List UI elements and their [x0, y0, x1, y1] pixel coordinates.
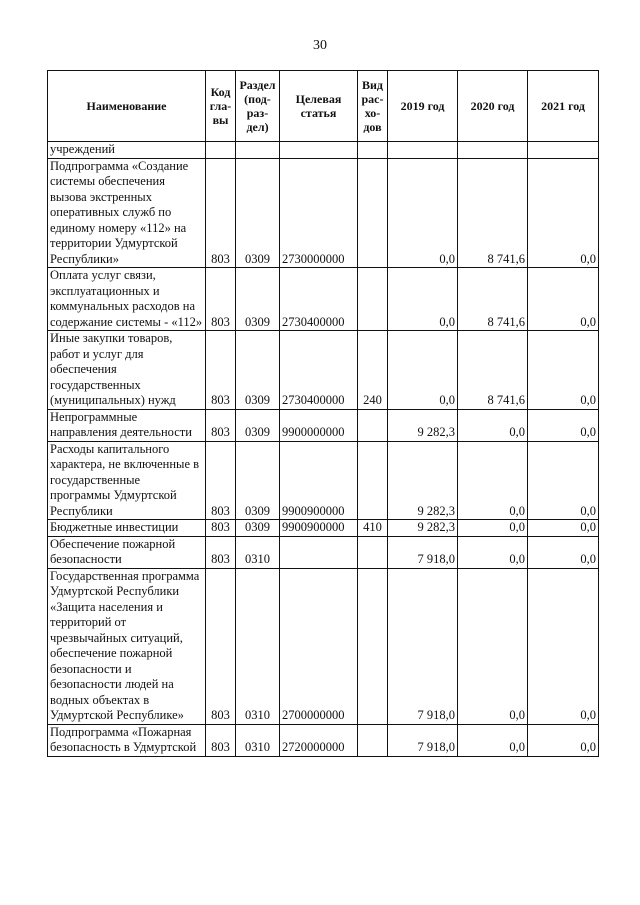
- row-2019: 0,0: [388, 331, 458, 410]
- row-2021: 0,0: [528, 158, 599, 268]
- row-section: 0309: [236, 441, 280, 520]
- row-2020: 0,0: [458, 724, 528, 756]
- row-name: Подпрограмма «Создание системы обеспечения вызова экстренных оперативных служб по единому номеру «112» на территории Удмуртской Республики»: [48, 158, 206, 268]
- row-2020: 8 741,6: [458, 331, 528, 410]
- row-2019: 7 918,0: [388, 568, 458, 724]
- row-name: Иные закупки товаров, работ и услуг для обеспечения государственных (муниципальных) нужд: [48, 331, 206, 410]
- row-kind: [358, 568, 388, 724]
- row-code: 803: [206, 158, 236, 268]
- row-section: 0309: [236, 158, 280, 268]
- row-code: 803: [206, 409, 236, 441]
- row-name: Оплата услуг связи, эксплуатационных и коммунальных расходов на содержание системы - «112»: [48, 268, 206, 331]
- row-section: 0309: [236, 331, 280, 410]
- table-row: [48, 568, 599, 724]
- row-2019: 7 918,0: [388, 724, 458, 756]
- row-code: 803: [206, 441, 236, 520]
- row-article: 2730400000: [280, 268, 358, 331]
- row-kind: 240: [358, 331, 388, 410]
- row-2021: [528, 142, 599, 159]
- row-name: Подпрограмма «Пожарная безопасность в Удмуртской: [48, 724, 206, 756]
- table-row: [48, 409, 599, 441]
- row-2021: 0,0: [528, 409, 599, 441]
- row-kind: [358, 409, 388, 441]
- row-section: 0309: [236, 268, 280, 331]
- row-kind: [358, 142, 388, 159]
- row-section: 0309: [236, 409, 280, 441]
- row-kind: 410: [358, 520, 388, 537]
- row-2020: [458, 142, 528, 159]
- row-code: [206, 142, 236, 159]
- row-2020: 0,0: [458, 568, 528, 724]
- row-kind: [358, 268, 388, 331]
- row-name: Обеспечение пожарной безопасности: [48, 536, 206, 568]
- row-code: 803: [206, 268, 236, 331]
- table-header-row: [48, 71, 599, 142]
- row-2019: [388, 142, 458, 159]
- row-2019: 0,0: [388, 268, 458, 331]
- row-article: 9900900000: [280, 520, 358, 537]
- row-article: 9900900000: [280, 441, 358, 520]
- row-article: [280, 142, 358, 159]
- row-code: 803: [206, 520, 236, 537]
- table-row: [48, 158, 599, 268]
- row-2021: 0,0: [528, 568, 599, 724]
- row-2020: 8 741,6: [458, 158, 528, 268]
- row-2019: 9 282,3: [388, 409, 458, 441]
- row-name: Бюджетные инвестиции: [48, 520, 206, 537]
- row-2019: 7 918,0: [388, 536, 458, 568]
- row-2021: 0,0: [528, 724, 599, 756]
- row-2020: 0,0: [458, 409, 528, 441]
- table-row: [48, 142, 599, 159]
- row-section: [236, 142, 280, 159]
- row-2020: 0,0: [458, 536, 528, 568]
- header-section: Раздел (под-раз-дел): [236, 71, 280, 142]
- row-kind: [358, 441, 388, 520]
- row-article: 9900000000: [280, 409, 358, 441]
- row-2020: 0,0: [458, 441, 528, 520]
- table-row: [48, 441, 599, 520]
- row-2019: 9 282,3: [388, 520, 458, 537]
- row-name: Государственная программа Удмуртской Республики «Защита населения и территорий от чрезвычайных ситуаций, обеспечение пожарной безопасности и безопасности людей на водных объектах в Удмуртской Республике»: [48, 568, 206, 724]
- row-name: учреждений: [48, 142, 206, 159]
- row-article: 2730000000: [280, 158, 358, 268]
- header-kind: Вид рас-хо-дов: [358, 71, 388, 142]
- row-2021: 0,0: [528, 520, 599, 537]
- row-name: Расходы капитального характера, не включенные в государственные программы Удмуртской Республики: [48, 441, 206, 520]
- row-kind: [358, 724, 388, 756]
- row-code: 803: [206, 568, 236, 724]
- row-kind: [358, 536, 388, 568]
- row-code: 803: [206, 724, 236, 756]
- row-2021: 0,0: [528, 331, 599, 410]
- row-section: 0309: [236, 520, 280, 537]
- header-2020: 2020 год: [458, 71, 528, 142]
- row-2021: 0,0: [528, 441, 599, 520]
- row-article: [280, 536, 358, 568]
- row-article: 2720000000: [280, 724, 358, 756]
- budget-table: [47, 70, 599, 757]
- row-2021: 0,0: [528, 268, 599, 331]
- header-code: Код гла-вы: [206, 71, 236, 142]
- table-row: [48, 536, 599, 568]
- row-section: 0310: [236, 724, 280, 756]
- row-code: 803: [206, 331, 236, 410]
- row-name: Непрограммные направления деятельности: [48, 409, 206, 441]
- row-2019: 9 282,3: [388, 441, 458, 520]
- table-row: [48, 520, 599, 537]
- header-2021: 2021 год: [528, 71, 599, 142]
- row-2020: 8 741,6: [458, 268, 528, 331]
- row-article: 2700000000: [280, 568, 358, 724]
- header-name: Наименование: [48, 71, 206, 142]
- row-section: 0310: [236, 568, 280, 724]
- header-article: Целевая статья: [280, 71, 358, 142]
- row-2020: 0,0: [458, 520, 528, 537]
- row-section: 0310: [236, 536, 280, 568]
- row-2019: 0,0: [388, 158, 458, 268]
- row-kind: [358, 158, 388, 268]
- table-row: [48, 268, 599, 331]
- table-row: [48, 331, 599, 410]
- row-code: 803: [206, 536, 236, 568]
- row-2021: 0,0: [528, 536, 599, 568]
- table-row: [48, 724, 599, 756]
- row-article: 2730400000: [280, 331, 358, 410]
- page-number: 30: [313, 38, 327, 53]
- header-2019: 2019 год: [388, 71, 458, 142]
